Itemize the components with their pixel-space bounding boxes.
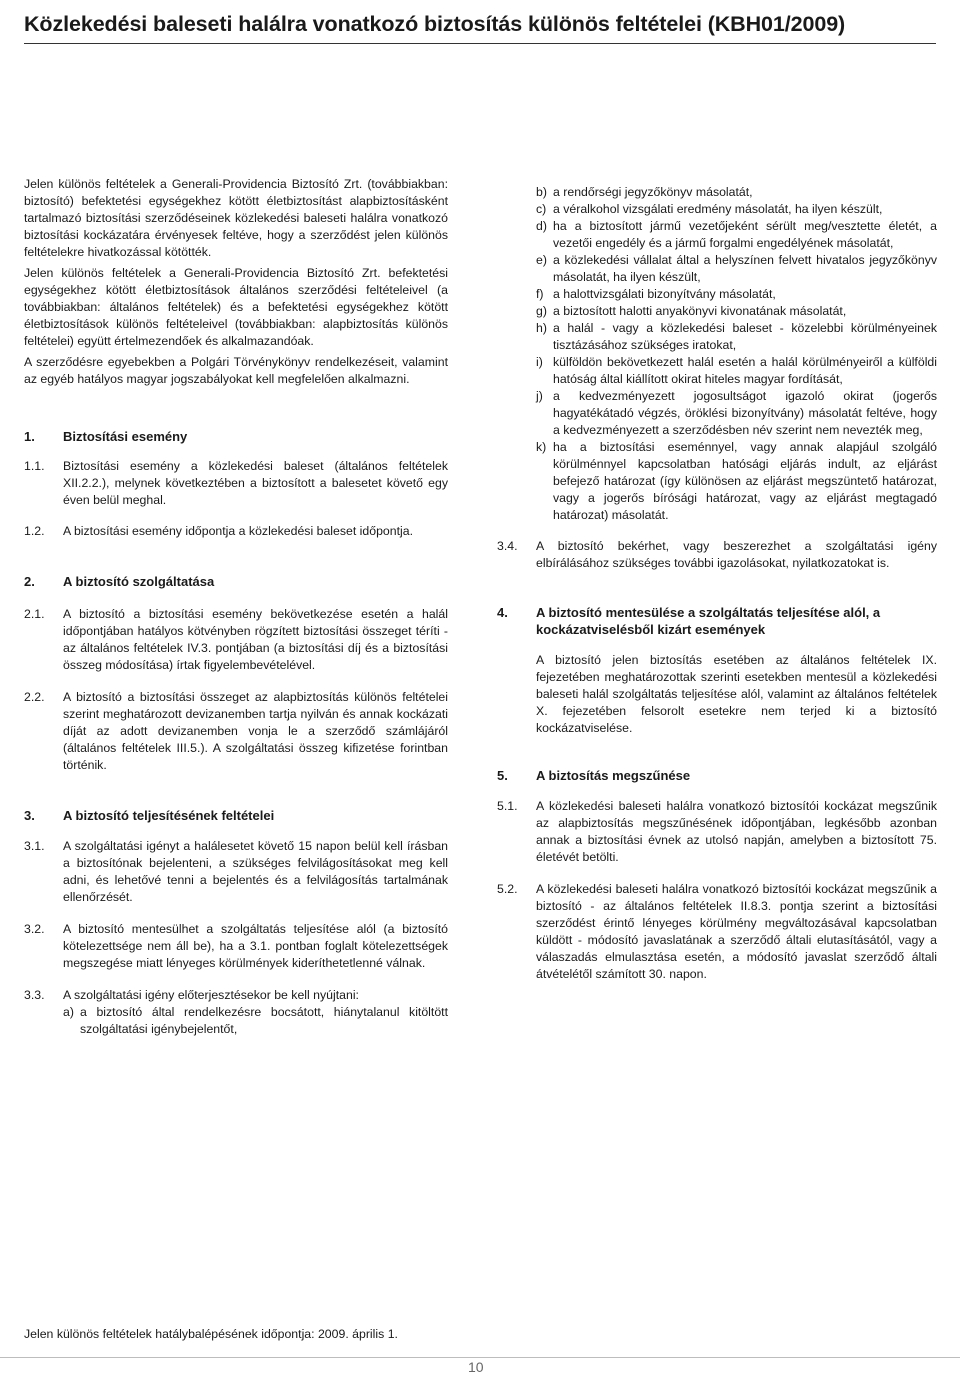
section-heading bbox=[24, 428, 448, 445]
list-item bbox=[536, 201, 937, 218]
footer-divider bbox=[0, 1357, 960, 1358]
intro-paragraph: A szerződésre egyebekben a Polgári Törvénykönyv rendelkezéseit, valamint az egyéb hatályos magyar jogszabályokat kell megfelelően alkalmazni. bbox=[24, 355, 448, 386]
section-paragraph: A biztosító jelen biztosítás esetében az általános feltételek IX. fejezetében meghatározottak szerinti esetekben mentesül a közlekedési baleseti halál szolgáltatás teljesítése alól, valamint az általános feltételek X. fejezetében felsorolt esetekre nem terjed ki a biztosító kockázatviselése. bbox=[536, 653, 937, 735]
list-item-text: ha a biztosítási eseménnyel, vagy annak alapjául szolgáló körülménnyel kapcsolatban hatósági eljárás indult, az eljárást befejező határozat (így különösen az eljárást megszüntető határozat, vagy a jogerős bírósági határozat, vagy az eljárást megtagadó határozat) másolatát. bbox=[553, 440, 937, 522]
section-number: 5. bbox=[497, 768, 508, 783]
list-item-text: a halottvizsgálati bizonyítvány másolatát, bbox=[553, 287, 776, 301]
intro-paragraph: Jelen különös feltételek a Generali-Providencia Biztosító Zrt. befektetési egységekhez kötött életbiztosítások általános szerződési feltételeivel (a továbbiakban: általános feltételek) és a befektetési egységekhez kötött életbiztosítások különös feltételeivel (továbbiakban: alapbiztosítás különös feltételei) együtt értelmezendőek és alkalmazandóak. bbox=[24, 266, 448, 348]
clause-text: A közlekedési baleseti halálra vonatkozó biztosítói kockázat megszűnik az alapbiztosítás megszűnésének időpontjában, legkésőbb azonban annak a biztosítási évnek az utolsó napján, amelyben a biztosított 75. életévét betölti. bbox=[536, 799, 937, 864]
list-item-text: a biztosított halotti anyakönyvi kivonatának másolatát, bbox=[553, 304, 847, 318]
section-number: 2. bbox=[24, 574, 35, 589]
page-number: 10 bbox=[468, 1359, 484, 1375]
list-item-letter: j) bbox=[536, 389, 543, 403]
clause bbox=[497, 798, 937, 866]
clause-text: A biztosító mentesülhet a szolgáltatás teljesítése alól (a biztosító kötelezettsége nem áll be), ha a 3.1. pontban foglalt kötelezettségek megszegése miatt lényeges körülmények kideríthetetlenné válnak. bbox=[63, 922, 448, 970]
list-item bbox=[536, 320, 937, 354]
list-item-text: a kedvezményezett jogosultságot igazoló okirat (jogerős hagyatékátadó végzés, öröklési bizonyítvány) másolatát feltéve, hogy a kedvezményezett a szerződésben név szerint nem nevezték meg, bbox=[553, 389, 937, 437]
list-item bbox=[536, 354, 937, 388]
clause-number: 5.2. bbox=[497, 882, 518, 896]
section-heading bbox=[497, 604, 937, 638]
section-title: A biztosító szolgáltatása bbox=[63, 574, 215, 589]
list-item bbox=[536, 286, 937, 303]
list-item-letter: k) bbox=[536, 440, 547, 454]
clause-number: 3.1. bbox=[24, 839, 45, 853]
clause-text: A közlekedési baleseti halálra vonatkozó biztosítói kockázat megszűnik a biztosító - az általános feltételek II.8.3. pontja szerint a biztosítási szerződést érintő lényeges körülmény megváltozásával kapcsolatban küldött - módosító javaslatának a szerződő általi elutasításától, vagy a válaszadás elmulasztása esetén, a módosító javaslat szerződő általi átvételétől számított 30. napon. bbox=[536, 882, 937, 981]
section-title: A biztosító mentesülése a szolgáltatás teljesítése alól, a kockázatviselésből kizárt események bbox=[536, 605, 881, 637]
list-item bbox=[63, 1004, 448, 1038]
document-list bbox=[497, 184, 937, 524]
list-item-letter: a) bbox=[63, 1005, 74, 1019]
list-item bbox=[536, 218, 937, 252]
list-item-text: a biztosító által rendelkezésre bocsátott, hiánytalanul kitöltött szolgáltatási igénybejelentőt, bbox=[80, 1005, 448, 1036]
list-item-letter: e) bbox=[536, 253, 547, 267]
clause bbox=[497, 881, 937, 983]
clause bbox=[24, 689, 448, 774]
clause-text: A szolgáltatási igényt a halálesetet követő 15 napon belül kell írásban a biztosítónak bejelenteni, a szükséges felvilágosításokat meg kell adni, és lehetővé tenni a bejelentés és a felvilágosítás tartalmának ellenőrzését. bbox=[63, 839, 448, 904]
clause-number: 2.1. bbox=[24, 607, 45, 621]
clause bbox=[24, 606, 448, 674]
clause-number: 1.1. bbox=[24, 459, 45, 473]
list-item-text: a halál - vagy a közlekedési baleset - közelebbi körülményeinek tisztázásához szükséges iratokat, bbox=[553, 321, 937, 352]
clause-body bbox=[63, 987, 448, 1038]
list-item bbox=[536, 252, 937, 286]
section-number: 1. bbox=[24, 429, 35, 444]
clause-number: 3.3. bbox=[24, 988, 45, 1002]
list-item bbox=[536, 184, 937, 201]
clause-text: A szolgáltatási igény előterjesztésekor be kell nyújtani: bbox=[63, 988, 359, 1002]
list-item bbox=[536, 439, 937, 524]
list-item-letter: c) bbox=[536, 202, 547, 216]
right-column bbox=[497, 184, 937, 983]
title-bar bbox=[24, 12, 936, 44]
intro-paragraph: Jelen különös feltételek a Generali-Providencia Biztosító Zrt. (továbbiakban: biztosító) befektetési egységekhez kötött életbiztosítást alapbiztosításként tartalmazó biztosítási szerződéseinek közlekedési baleseti halálra vonatkozó biztosítási kockázatára érvényesek feltéve, hogy a szerződést jelen különös feltételekre hivatkozással kötötték. bbox=[24, 177, 448, 259]
list-item bbox=[536, 388, 937, 439]
section-number: 3. bbox=[24, 808, 35, 823]
list-item-letter: f) bbox=[536, 287, 544, 301]
section-heading bbox=[24, 807, 448, 824]
list-item-letter: g) bbox=[536, 304, 547, 318]
section-title: A biztosítás megszűnése bbox=[536, 768, 691, 783]
list-item-letter: d) bbox=[536, 219, 547, 233]
list-item bbox=[536, 303, 937, 320]
list-item-text: a véralkohol vizsgálati eredmény másolatát, ha ilyen készült, bbox=[553, 202, 883, 216]
section-title: A biztosító teljesítésének feltételei bbox=[63, 808, 275, 823]
clause bbox=[24, 921, 448, 972]
section-title: Biztosítási esemény bbox=[63, 429, 188, 444]
clause bbox=[497, 538, 937, 572]
page-footer bbox=[0, 1357, 960, 1378]
clause-number: 2.2. bbox=[24, 690, 45, 704]
list-item-text: a rendőrségi jegyzőkönyv másolatát, bbox=[553, 185, 753, 199]
section-heading bbox=[24, 573, 448, 590]
section-number: 4. bbox=[497, 605, 508, 620]
clause-text: A biztosító a biztosítási esemény bekövetkezése esetén a halál időpontjában hatályos kötvényben rögzített biztosítási összeget téríti - az általános feltételek IV.3. pontjában (a biztosítási díj és a biztosítási összeg módosítása) írtak figyelembevételével. bbox=[63, 607, 448, 672]
clause bbox=[24, 458, 448, 509]
left-column bbox=[24, 176, 448, 1038]
list-item-letter: b) bbox=[536, 185, 547, 199]
clause-text: A biztosító bekérhet, vagy beszerezhet a szolgáltatási igény elbírálásához szükséges további igazolásokat, nyilatkozatokat is. bbox=[536, 539, 937, 570]
clause bbox=[24, 987, 448, 1038]
clause-text: Biztosítási esemény a közlekedési baleset (általános feltételek XII.2.2.), melynek következtében a biztosított a balesetet követő egy éven belül meghal. bbox=[63, 459, 448, 507]
list-item-letter: h) bbox=[536, 321, 547, 335]
effective-date-note: Jelen különös feltételek hatálybalépésének időpontja: 2009. április 1. bbox=[24, 1327, 398, 1341]
clause bbox=[24, 523, 448, 540]
list-item-text: ha a biztosított jármű vezetőjeként sérült meg/vesztette életét, a vezetői engedély és a jármű forgalmi engedélyének másolatát, bbox=[553, 219, 937, 250]
list-item-letter: i) bbox=[536, 355, 543, 369]
page-title: Közlekedési baleseti halálra vonatkozó biztosítás különös feltételei (KBH01/2009) bbox=[24, 12, 846, 36]
list-item-text: külföldön bekövetkezett halál esetén a halál körülményeiről a külföldi hatóság által kiállított okirat hiteles magyar fordítását, bbox=[553, 355, 937, 386]
clause bbox=[24, 838, 448, 906]
clause-number: 3.2. bbox=[24, 922, 45, 936]
section-heading bbox=[497, 767, 937, 784]
clause-number: 5.1. bbox=[497, 799, 518, 813]
clause-number: 1.2. bbox=[24, 524, 45, 538]
intro bbox=[24, 176, 448, 388]
clause-text: A biztosító a biztosítási összeget az alapbiztosítás különös feltételei szerint meghatározott devizanemben tartja nyilván és annak kockázati díját az adott devizanemben vonja le a szerződő számlájáról (általános feltételek III.5.). A szolgáltatási összeg kifizetése forintban történik. bbox=[63, 690, 448, 772]
clause-number: 3.4. bbox=[497, 539, 518, 553]
list-item-text: a közlekedési vállalat által a helyszínen felvett hivatalos jegyzőkönyv másolatát, ha ilyen készült, bbox=[553, 253, 937, 284]
clause-text: A biztosítási esemény időpontja a közlekedési baleset időpontja. bbox=[63, 524, 413, 538]
